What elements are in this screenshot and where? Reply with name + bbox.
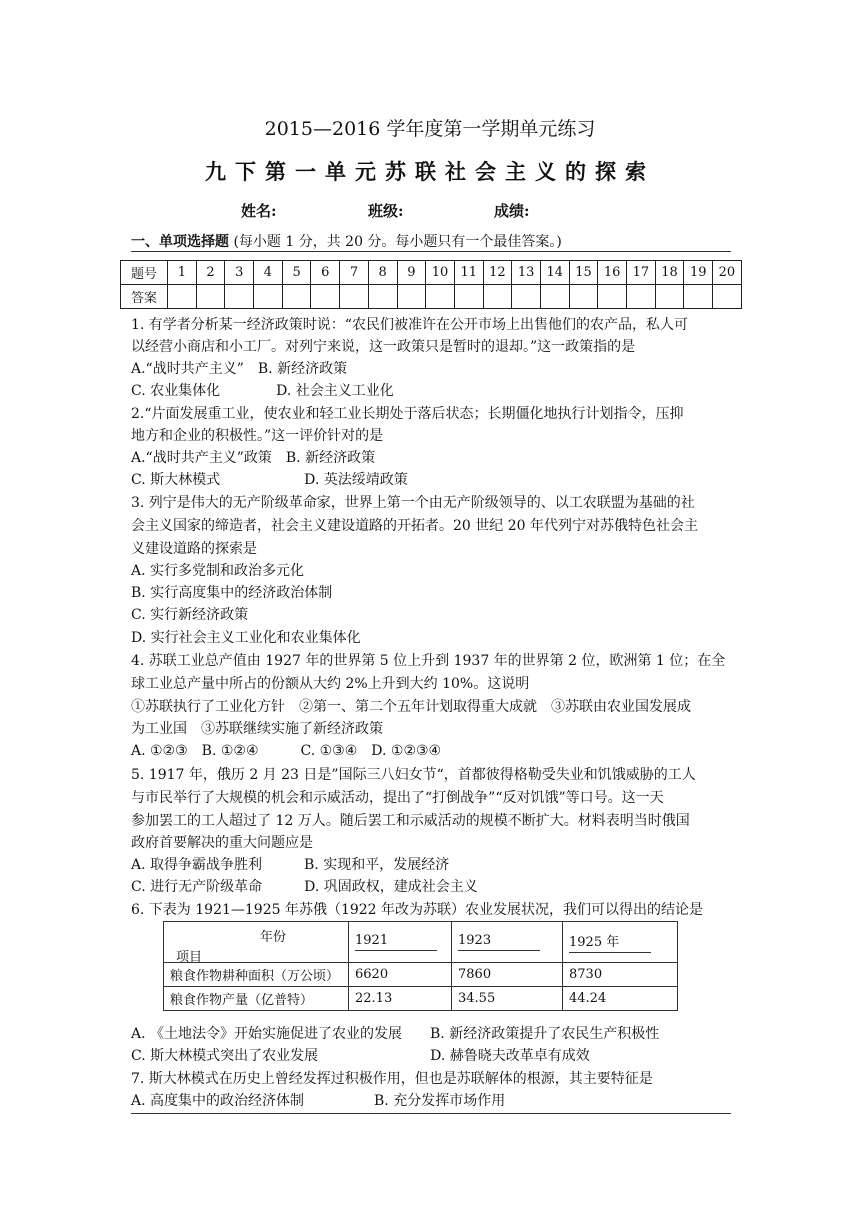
answer-cell[interactable]	[598, 285, 627, 309]
year-cell: 1923	[452, 922, 563, 963]
question-number: 16	[598, 261, 627, 285]
table-cell: 6620	[349, 963, 452, 987]
question-1-options: A.“战时共产主义” B. 新经济政策	[131, 361, 348, 377]
question-5-text: 参加罢工的工人超过了 12 万人。随后罢工和示威活动的规模不断扩大。材料表明当时俄国	[131, 813, 690, 829]
year-cell: 1925 年	[563, 922, 678, 963]
question-number: 4	[254, 261, 283, 285]
question-7-options: A. 高度集中的政治经济体制 B. 充分发挥市场作用	[131, 1093, 506, 1109]
question-2-options: C. 斯大林模式 D. 英法绥靖政策	[131, 472, 408, 488]
divider	[131, 251, 731, 252]
section-note: (每小题 1 分，共 20 分。每小题只有一个最佳答案。)	[233, 234, 562, 250]
question-3-text: 义建设道路的探索是	[131, 541, 257, 557]
question-7-text: 7. 斯大林模式在历史上曾经发挥过积极作用，但也是苏联解体的根源，其主要特征是	[131, 1071, 653, 1087]
question-number: 18	[655, 261, 684, 285]
agriculture-table	[163, 921, 678, 1011]
answer-cell[interactable]	[540, 285, 569, 309]
row-label: 粮食作物产量（亿普特）	[164, 987, 349, 1011]
question-4-options: A. ①②③ B. ①②④ C. ①③④ D. ①②③④	[131, 743, 442, 759]
question-5-options: C. 进行无产阶级革命 D. 巩固政权，建成社会主义	[131, 879, 478, 895]
table-cell: 22.13	[349, 987, 452, 1011]
question-number: 1	[168, 261, 197, 285]
question-5-text: 政府首要解决的重大问题应是	[131, 835, 313, 851]
unit-title: 九下第一单元苏联社会主义的探索	[205, 159, 655, 184]
answer-cell[interactable]	[512, 285, 541, 309]
question-1-text: 1. 有学者分析某一经济政策时说：“农民们被准许在公开市场上出售他们的农产品，私人可	[131, 317, 688, 333]
question-number: 9	[397, 261, 426, 285]
question-1-options: C. 农业集体化 D. 社会主义工业化	[131, 383, 394, 399]
table-header-row	[164, 922, 678, 963]
question-3-text: 会主义国家的缔造者，社会主义建设道路的开拓者。20 世纪 20 年代列宁对苏俄特色社会主	[131, 518, 698, 534]
question-number: 13	[512, 261, 541, 285]
question-4-text: ①苏联执行了工业化方针 ②第一、第二个五年计划取得重大成就 ③苏联由农业国发展成	[131, 699, 691, 715]
number-row-label: 题号	[121, 261, 168, 285]
corner-cell	[164, 922, 349, 963]
question-3-text: 3. 列宁是伟大的无产阶级革命家，世界上第一个由无产阶级领导的、以工农联盟为基础的社	[131, 495, 695, 511]
answer-cell[interactable]	[569, 285, 598, 309]
answer-cell[interactable]	[627, 285, 656, 309]
page-title: 2015—2016 学年度第一学期单元练习	[264, 118, 596, 140]
row-label: 粮食作物耕种面积（万公顷）	[164, 963, 349, 987]
question-2-options: A.“战时共产主义”政策 B. 新经济政策	[131, 450, 376, 466]
section-title: 一、单项选择题	[131, 234, 229, 250]
answer-cell[interactable]	[426, 285, 455, 309]
question-4-text: 为工业国 ③苏联继续实施了新经济政策	[131, 721, 383, 737]
question-4-text: 4. 苏联工业总产值由 1927 年的世界第 5 位上升到 1937 年的世界第 2 位，欧洲第 1 位；在全	[131, 653, 726, 669]
answer-cell[interactable]	[454, 285, 483, 309]
table-cell: 7860	[452, 963, 563, 987]
answer-grid	[120, 260, 742, 309]
table-row	[164, 987, 678, 1011]
question-number: 14	[540, 261, 569, 285]
question-6-options: A. 《土地法令》开始实施促进了农业的发展 B. 新经济政策提升了农民生产积极性	[131, 1026, 660, 1042]
question-3-option-b: B. 实行高度集中的经济政治体制	[131, 585, 333, 601]
question-number: 12	[483, 261, 512, 285]
answer-cell[interactable]	[368, 285, 397, 309]
corner-year-label: 年份	[260, 930, 287, 945]
answer-cell[interactable]	[196, 285, 225, 309]
question-3-option-d: D. 实行社会主义工业化和农业集体化	[131, 630, 361, 646]
answer-cell[interactable]	[254, 285, 283, 309]
question-number: 15	[569, 261, 598, 285]
answer-row-label: 答案	[121, 285, 168, 309]
question-number: 3	[225, 261, 254, 285]
question-3-option-a: A. 实行多党制和政治多元化	[131, 563, 305, 579]
question-6-text: 6. 下表为 1921—1925 年苏俄（1922 年改为苏联）农业发展状况，我们可以得出的结论是	[131, 902, 704, 918]
question-5-options: A. 取得争霸战争胜利 B. 实现和平，发展经济	[131, 857, 450, 873]
question-number: 10	[426, 261, 455, 285]
question-number: 2	[196, 261, 225, 285]
number-row	[121, 261, 742, 285]
class-label: 班级:	[368, 202, 404, 220]
question-number: 7	[340, 261, 369, 285]
question-number: 11	[454, 261, 483, 285]
question-6-options: C. 斯大林模式突出了农业发展 D. 赫鲁晓夫改革卓有成效	[131, 1048, 590, 1064]
answer-cell[interactable]	[684, 285, 713, 309]
question-4-text: 球工业总产量中所占的份额从大约 2%上升到大约 10%。这说明	[131, 676, 530, 692]
answer-row	[121, 285, 742, 309]
table-cell: 8730	[563, 963, 678, 987]
question-2-text: 地方和企业的积极性。”这一评价针对的是	[131, 428, 384, 444]
question-2-text: 2.“片面发展重工业，使农业和轻工业长期处于落后状态；长期僵化地执行计划指令，压抑	[131, 406, 684, 422]
score-label: 成绩:	[494, 202, 530, 220]
answer-cell[interactable]	[397, 285, 426, 309]
question-number: 20	[713, 261, 742, 285]
answer-cell[interactable]	[311, 285, 340, 309]
answer-cell[interactable]	[655, 285, 684, 309]
year-cell: 1921	[349, 922, 452, 963]
table-cell: 34.55	[452, 987, 563, 1011]
question-5-text: 5. 1917 年，俄历 2 月 23 日是”国际三八妇女节“，首都彼得格勒受失业和饥饿威胁的工人	[131, 767, 696, 783]
section-heading	[131, 231, 562, 251]
corner-item-label: 项目	[176, 950, 203, 965]
answer-cell[interactable]	[483, 285, 512, 309]
question-number: 8	[368, 261, 397, 285]
question-3-option-c: C. 实行新经济政策	[131, 607, 249, 623]
answer-cell[interactable]	[282, 285, 311, 309]
answer-cell[interactable]	[340, 285, 369, 309]
question-number: 6	[311, 261, 340, 285]
name-label: 姓名:	[241, 202, 277, 220]
table-cell: 44.24	[563, 987, 678, 1011]
question-5-text: 与市民举行了大规模的机会和示威活动，提出了“打倒战争”“反对饥饿”等口号。这一天	[131, 790, 664, 806]
question-number: 19	[684, 261, 713, 285]
answer-cell[interactable]	[168, 285, 197, 309]
answer-cell[interactable]	[225, 285, 254, 309]
answer-cell[interactable]	[713, 285, 742, 309]
question-number: 5	[282, 261, 311, 285]
question-number: 17	[627, 261, 656, 285]
table-row	[164, 963, 678, 987]
divider	[131, 1113, 731, 1114]
question-1-text: 以经营小商店和小工厂。对列宁来说，这一政策只是暂时的退却。”这一政策指的是	[131, 339, 636, 355]
